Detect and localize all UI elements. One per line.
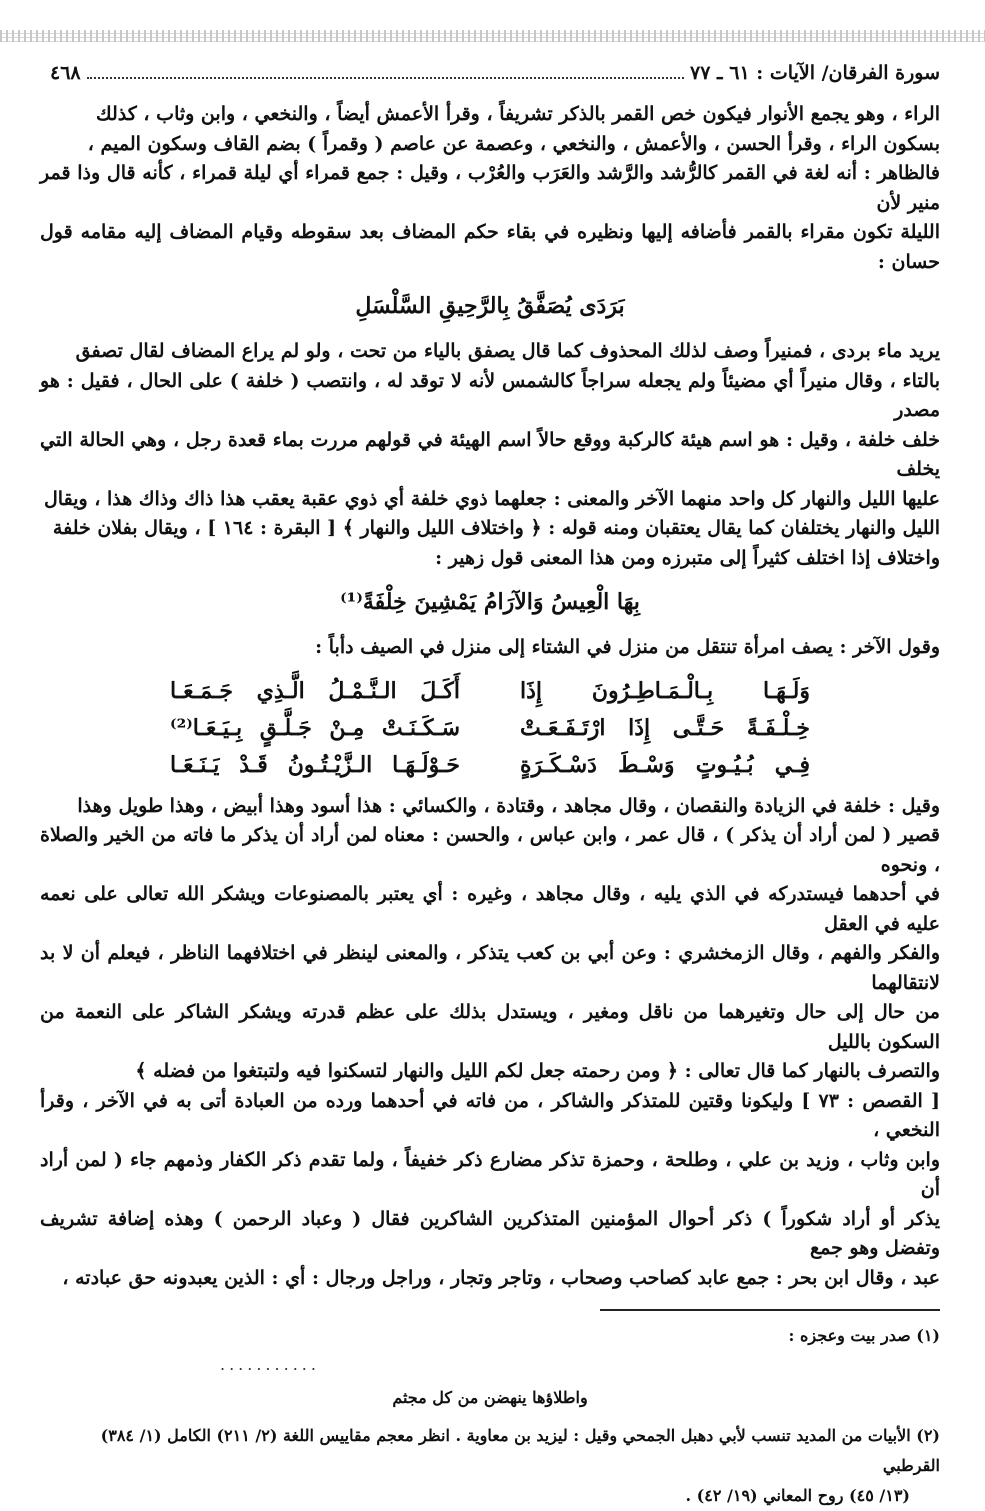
page-number: ٤٦٨ bbox=[50, 62, 81, 84]
poem-hemistich-right: فِـي بُـيُـوتٍ وَسْـطَ دَسْـكَـرَةٍ bbox=[520, 751, 810, 778]
text-line: في أحدهما فيستدركه في الذي يليه ، وقال مجاهد ، وغيره : أي يعتبر بالمصنوعات ويشكر الله تعالى على نعمه عليه في العقل bbox=[40, 883, 940, 935]
text-line: عليها الليل والنهار كل واحد منهما الآخر والمعنى : جعلهما ذوي خلفة أي ذوي عقبة يعقب هذا ذاك وذاك هذا ، ويقال bbox=[43, 487, 940, 510]
paragraph-2 bbox=[40, 337, 940, 573]
text-line: خلف خلفة ، وقيل : هو اسم هيئة كالركبة ووقع حالاً اسم الهيئة في قولهم مررت بماء قعدة رجل ، وهي الحالة التي يخلف bbox=[40, 428, 940, 480]
poem-hemistich-right: وَلَـهَـا بِـالْـمَـاطِـرُونَ إِذَا bbox=[520, 677, 810, 704]
poem-line bbox=[40, 747, 940, 784]
poem-hemistich-right: خِـلْـفَـةً حَـتَّـى إِذَا ارْتَـفَـعَـتْ bbox=[520, 714, 810, 741]
text-line: وقيل : خلفة في الزيادة والنقصان ، وقال مجاهد ، وقتادة ، والكسائي : هذا أسود وهذا أبيض ، وهذا طويل وهذا bbox=[77, 794, 940, 817]
text-line: بسكون الراء ، وقرأ الحسن ، والأعمش ، والنخعي ، وعصمة عن عاصم ( وقمراً ) بضم القاف وسكون الميم ، bbox=[87, 132, 940, 155]
footnote-1-dots: ........... bbox=[220, 1355, 320, 1374]
text-line: والتصرف بالنهار كما قال تعالى : ﴿ ومن رحمته جعل لكم الليل والنهار لتسكنوا فيه ولتبتغوا من فضله ﴾ bbox=[135, 1060, 940, 1082]
poem-block bbox=[40, 673, 940, 784]
text-line: (١٣/ ٤٥) روح المعاني (١٩/ ٤٢) . bbox=[685, 1486, 910, 1505]
page-header bbox=[40, 62, 940, 92]
text-line: بالتاء ، وقال منيراً أي مضيئاً ولم يجعله سراجاً كالشمس لأنه لا توقد له ، وانتصب ( خلفة ) على الحال ، فقيل : هو مصدر bbox=[40, 369, 940, 421]
top-decorative-border bbox=[0, 30, 985, 42]
text-line: يذكر أو أراد شكوراً ) ذكر أحوال المؤمنين المتذكرين الشاكرين فقال ( وعباد الرحمن ) وهذه إضافة تشريف وتفضل وهو جمع bbox=[40, 1207, 940, 1259]
poem-hemistich-left: أَكَـلَ الـنَّـمْـلُ الَّـذِي جَـمَـعَـا bbox=[170, 677, 460, 704]
text-line: من حال إلى حال وتغيرهما من ناقل ومغير ، ويستدل بذلك على عظم قدرته ويشكر الشاكر على النعمة من السكون بالليل bbox=[40, 1001, 940, 1053]
footnote-1-verse: واطلاؤها ينهضن من كل مجثم bbox=[392, 1388, 588, 1407]
text-line: وابن وثاب ، وزيد بن علي ، وطلحة ، وحمزة تذكر مضارع ذكر خفيفاً ، ولما تقدم ذكر الكفار وذمهم جاء ( لمن أراد أن bbox=[40, 1148, 940, 1200]
book-page bbox=[40, 62, 940, 1511]
text-line: فالظاهر : أنه لغة في القمر كالرُّشد والرَّشد والعَرَب والعُرْب ، وقيل : جمع قمراء أي ليلة قمراء ، كأنه قال وذا قمر منير لأن bbox=[40, 162, 940, 214]
verse-hassan: بَرَدَى يُصَفَّقُ بِالرَّحِيقِ السَّلْسَلِ bbox=[355, 293, 625, 319]
text-line: الليلة تكون مقراء بالقمر فأضافه إليها ونظيره في بقاء حكم المضاف بعد سقوطه وقيام المضاف إليه مقامه قول حسان : bbox=[40, 221, 940, 273]
text-line: الليل والنهار يختلفان كما يقال يعتقبان ومنه قوله : ﴿ واختلاف الليل والنهار ﴾ [ البقرة : ١٦٤ ] ، ويقال بفلان خلفة bbox=[52, 517, 940, 539]
text-line: الراء ، وهو يجمع الأنوار فيكون خص القمر بالذكر تشريفاً ، وقرأ الأعمش أيضاً ، والنخعي ، وابن وثاب ، كذلك bbox=[96, 103, 940, 125]
text-line: [ القصص : ٧٣ ] وليكونا وقتين للمتذكر والشاكر ، من فاته في أحدهما ورده من العبادة أتى به في الآخر ، وقرأ النخعي ، bbox=[40, 1089, 941, 1141]
verse-zuhair: بِهَا الْعِيسُ وَالآرَامُ يَمْشِينَ خِلْفَةً⁽¹⁾ bbox=[340, 589, 640, 615]
footnote-1: (١) صدر بيت وعجزه : bbox=[788, 1326, 940, 1345]
poem-line bbox=[40, 673, 940, 710]
poem-hemistich-left: حَـوْلَـهَـا الـزَّيْـتُـونُ قَـدْ يَـنَـعَـا bbox=[170, 751, 460, 778]
footnote-2 bbox=[40, 1421, 940, 1511]
text-line: والفكر والفهم ، وقال الزمخشري : وعن أبي بن كعب يتذكر ، والمعنى لينظر في اختلافهما الناظر ، فيعلم أن لا بد لانتقالهما bbox=[40, 942, 940, 994]
paragraph-1 bbox=[40, 100, 940, 277]
footnote-separator bbox=[600, 1309, 940, 1311]
text-line: (٢) الأبيات من المديد تنسب لأبي دهبل الجمحي وقيل : ليزيد بن معاوية . انظر معجم مقاييس اللغة (٢/ ٢١١) الكامل (١/ ٣٨٤) القرطبي bbox=[100, 1426, 940, 1475]
poem-hemistich-left: سَـكَـنَـتْ مِـنْ جَـلَّـقٍ بِـيَـعَـا⁽²⁾ bbox=[170, 714, 460, 741]
text-line: عبد ، وقال ابن بحر : جمع عابد كصاحب وصحاب ، وتاجر وتجار ، وراجل ورجال : أي : الذين يعبدونه حق عبادته ، bbox=[62, 1266, 940, 1289]
paragraph-4 bbox=[40, 792, 940, 1294]
text-line: يريد ماء بردى ، فمنيراً وصف لذلك المحذوف كما قال يصفق بالياء من تحت ، ولو لم يراع المضاف لقال تصفق bbox=[75, 340, 940, 362]
text-line: واختلاف إذا اختلف كثيراً إلى متبرزه ومن هذا المعنى قول زهير : bbox=[435, 546, 940, 569]
header-leader-dots bbox=[87, 67, 684, 79]
text-line: قصير ( لمن أراد أن يذكر ) ، قال عمر ، وابن عباس ، والحسن : معناه لمن أراد أن يذكر ما فاته من الخير والصلاة ، ونحوه bbox=[40, 824, 940, 876]
poem-line bbox=[40, 710, 940, 747]
paragraph-3: وقول الآخر : يصف امرأة تنتقل من منزل في الشتاء إلى منزل في الصيف دأباً : bbox=[315, 636, 940, 658]
running-title: سورة الفرقان/ الآيات : ٦١ ـ ٧٧ bbox=[690, 62, 940, 84]
